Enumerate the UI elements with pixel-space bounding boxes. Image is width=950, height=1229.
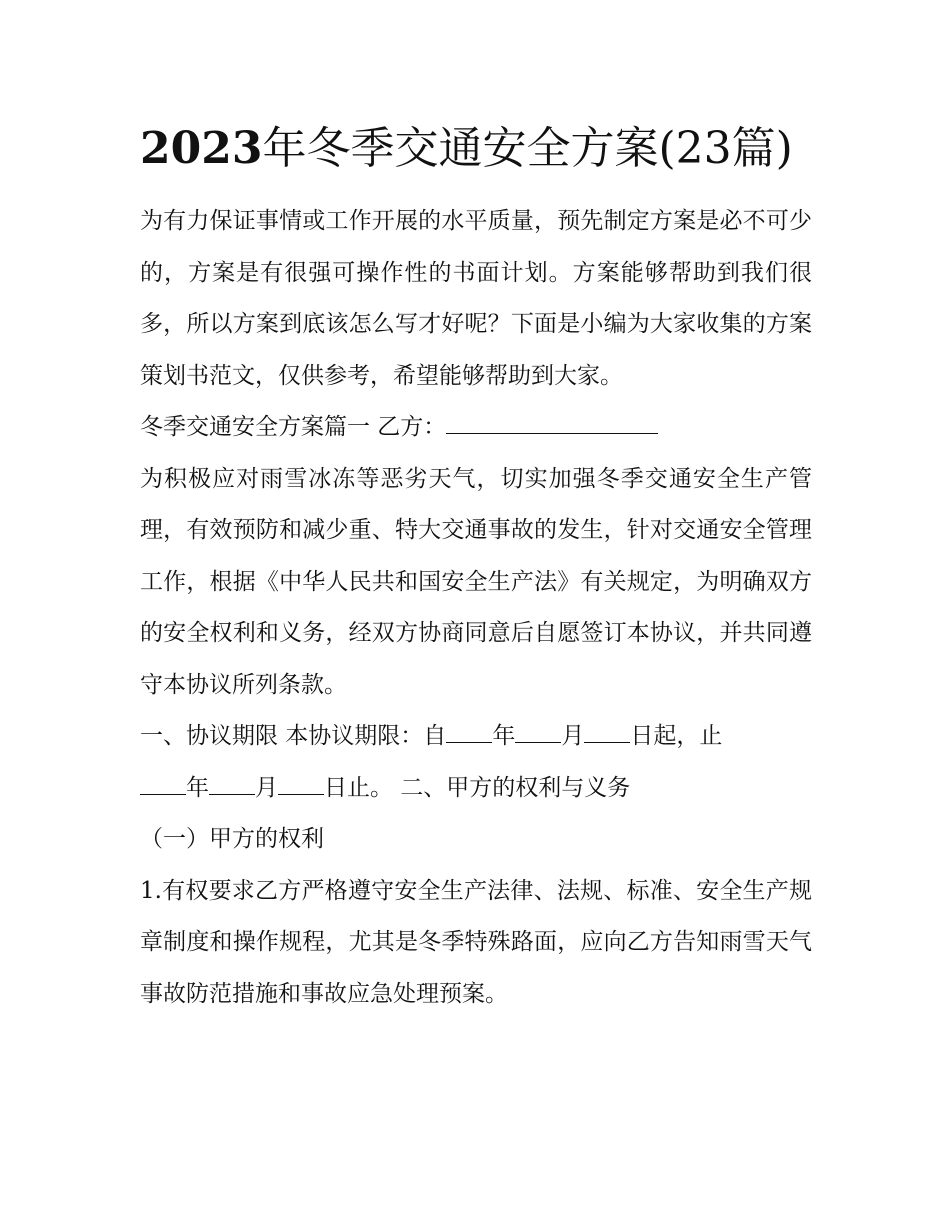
end-month-blank	[209, 772, 255, 795]
term-month-1: 月	[561, 723, 585, 749]
agreement-paragraph: 为积极应对雨雪冰冻等恶劣天气，切实加强冬季交通安全生产管理，有效预防和减少重、特大交通事故的发生，针对交通安全管理工作，根据《中华人民共和国安全生产法》有关规定，为明确双方的安全权利和义务，经双方协商同意后自愿签订本协议，并共同遵守本协议所列条款。	[140, 465, 812, 698]
document-title	[140, 112, 812, 186]
term-year-1: 年	[492, 723, 516, 749]
end-day-blank	[278, 772, 324, 795]
end-year-blank	[140, 772, 186, 795]
party-a-rights-heading: （一）甲方的权利	[140, 826, 324, 852]
term-day-1: 日起，止	[630, 723, 723, 749]
term-day-2: 日止。 二、甲方的权利与义务	[324, 774, 631, 801]
party-b-blank	[446, 411, 658, 434]
start-month-blank	[515, 720, 561, 743]
rights-item-1: 1.有权要求乙方严格遵守安全生产法律、法规、标准、安全生产规章制度和操作规程，尤其是冬季特殊路面，应向乙方告知雨雪天气事故防范措施和事故应急处理预案。	[140, 877, 812, 1007]
term-year-2: 年	[186, 774, 209, 801]
start-year-blank	[446, 720, 492, 743]
term-paragraph	[140, 711, 812, 814]
section-one-heading	[140, 402, 812, 454]
intro-paragraph: 为有力保证事情或工作开展的水平质量，预先制定方案是必不可少的，方案是有很强可操作性的书面计划。方案能够帮助到我们很多，所以方案到底该怎么写才好呢？下面是小编为大家收集的方案策划书范文，仅供参考，希望能够帮助到大家。	[140, 208, 812, 389]
document-page	[140, 112, 812, 1020]
title-year: 2023	[140, 123, 263, 174]
title-text: 年冬季交通安全方案(23篇)	[262, 123, 793, 174]
start-day-blank	[584, 720, 630, 743]
term-label: 一、协议期限 本协议期限：自	[140, 723, 447, 749]
section-one-label: 冬季交通安全方案篇一 乙方：	[140, 414, 447, 440]
term-month-2: 月	[255, 774, 278, 801]
